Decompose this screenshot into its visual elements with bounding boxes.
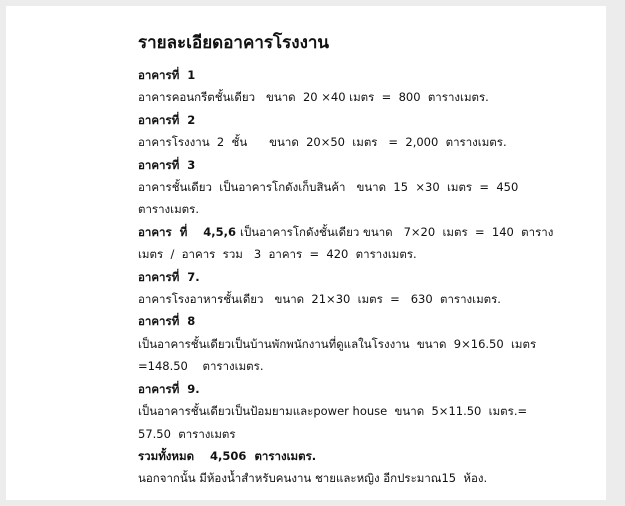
line-text: เป็นอาคารโกดังชั้นเดียว ขนาด 7×20 เมตร = 140 ตาราง (240, 224, 554, 239)
bold-label: อาคาร ที่ 4,5,6 (138, 224, 241, 239)
document-body (138, 64, 554, 490)
text-line (138, 333, 538, 355)
section-heading (138, 266, 538, 288)
line-text: อาคารโรงอาหารชั้นเดียว ขนาด 21×30 เมตร = 630 ตารางเมตร. (138, 292, 501, 307)
bold-label: อาคารที่ 8 (138, 314, 196, 329)
text-line (138, 288, 538, 310)
text-line (138, 355, 538, 377)
text-line (138, 176, 538, 198)
section-heading (138, 378, 538, 400)
line-text: นอกจากนั้น มีห้องน้ำสำหรับคนงาน ชายและหญิง อีกประมาณ15 ห้อง. (138, 471, 488, 486)
text-line (138, 86, 538, 108)
section-heading (138, 310, 538, 332)
text-line (138, 243, 538, 265)
line-text: อาคารคอนกรีตชั้นเดียว ขนาด 20 ×40 เมตร = 800 ตารางเมตร. (138, 90, 489, 105)
text-line (138, 198, 538, 220)
bold-label: อาคารที่ 1 (138, 68, 196, 82)
section-heading (138, 154, 538, 176)
bold-label: อาคารที่ 3 (138, 157, 196, 172)
bold-label: อาคารที่ 9. (138, 381, 200, 396)
line-text: เป็นอาคารชั้นเดียวเป็นป้อมยามและpower house ขนาด 5×11.50 เมตร.= (138, 404, 528, 419)
document-title: รายละเอียดอาคารโรงงาน (138, 33, 330, 53)
text-line (138, 221, 554, 243)
text-line (138, 467, 538, 489)
line-text: =148.50 ตารางเมตร. (138, 359, 264, 374)
line-text: เป็นอาคารชั้นเดียวเป็นบ้านพักพนักงานที่ดูแลในโรงงาน ขนาด 9×16.50 เมตร (138, 336, 537, 351)
bold-label: อาคารที่ 2 (138, 112, 196, 127)
text-line (138, 131, 538, 153)
line-text: อาคารโรงงาน 2 ชั้น ขนาด 20×50 เมตร = 2,000 ตารางเมตร. (138, 135, 507, 150)
document-page (6, 6, 606, 500)
text-line (138, 423, 538, 445)
line-text: อาคารชั้นเดียว เป็นอาคารโกดังเก็บสินค้า ขนาด 15 ×30 เมตร = 450 (138, 180, 519, 195)
text-line (138, 400, 538, 422)
line-text: 57.50 ตารางเมตร (138, 426, 236, 441)
document-content (138, 30, 554, 490)
section-heading (138, 64, 538, 86)
bold-label: อาคารที่ 7. (138, 269, 200, 284)
section-heading (138, 445, 538, 467)
line-text: เมตร / อาคาร รวม 3 อาคาร = 420 ตารางเมตร. (138, 247, 417, 262)
line-text: ตารางเมตร. (138, 202, 199, 217)
section-heading (138, 109, 538, 131)
bold-label: รวมทั้งหมด 4,506 ตารางเมตร. (138, 448, 317, 463)
